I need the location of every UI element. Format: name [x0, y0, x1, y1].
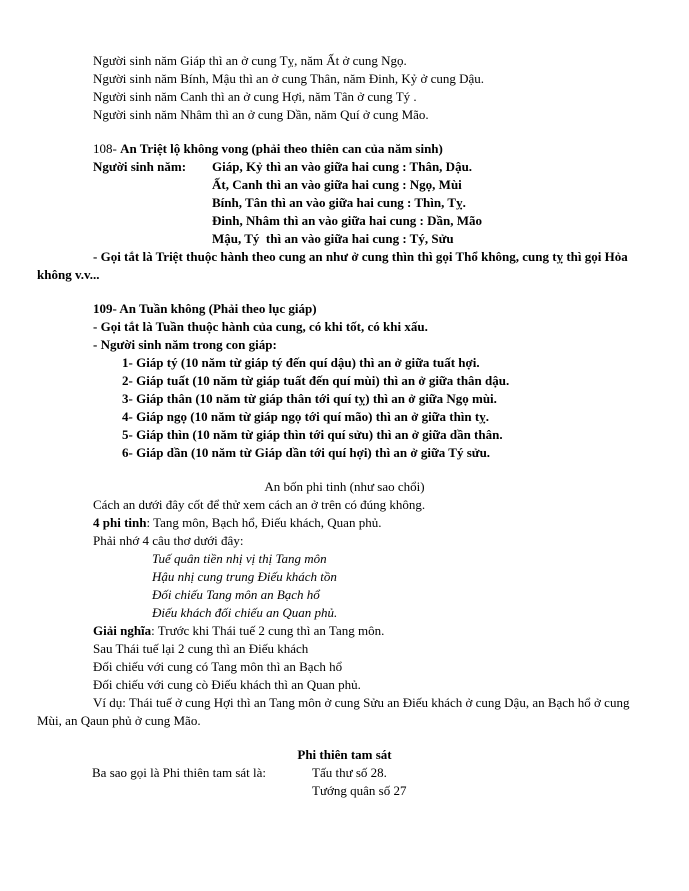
rule-value-1: Giáp, Kỷ thì an vào giữa hai cung : Thân, Dậu.: [212, 159, 473, 174]
intro-line-4: Người sinh năm Nhâm thì an ở cung Dần, năm Quí ở cung Mão.: [93, 107, 429, 122]
phitinh-stars: [37, 514, 652, 532]
explain-line-2: Sau Thái tuế lại 2 cung thì an Điếu khách: [93, 641, 309, 656]
section-109-note-2: - Người sinh năm trong con giáp:: [93, 337, 277, 352]
rule-row-2: Ất, Canh thì an vào giữa hai cung : Ngọ, Mùi: [212, 177, 462, 192]
section-108-heading: [37, 140, 652, 158]
intro-line-3: Người sinh năm Canh thì an ở cung Hợi, năm Tân ở cung Tý .: [93, 89, 417, 104]
rule-row-label: Người sinh năm:: [93, 159, 187, 174]
intro-line-2: Người sinh năm Bính, Mậu thì an ở cung Thân, năm Đinh, Kỷ ở cung Dậu.: [93, 71, 485, 86]
giap-item-2: 2- Giáp tuất (10 năm từ giáp tuất đến quí mùi) thì an ở giữa thân dậu.: [122, 373, 510, 388]
spacer: [37, 462, 652, 478]
phithien-row-label: Ba sao gọi là Phi thiên tam sát là:: [92, 765, 267, 780]
explain-line-4: Đối chiếu với cung cò Điếu khách thì an Quan phủ.: [93, 677, 361, 692]
phithien-row: [92, 764, 652, 782]
phitinh-example: Ví dụ: Thái tuế ở cung Hợi thì an Tang môn ở cung Sửu an Điếu khách ở cung Dậu, an Bạch hổ ở cung Mùi, an Qaun phủ ở cung Mão.: [37, 695, 630, 728]
giap-item-1: 1- Giáp tý (10 năm từ giáp tý đến quí dậu) thì an ở giữa tuất hợi.: [122, 355, 480, 370]
spacer: [37, 284, 652, 300]
rule-row-3: Bính, Tân thì an vào giữa hai cung : Thìn, Tỵ.: [212, 195, 466, 210]
section-109-note-1: - Gọi tắt là Tuần thuộc hành của cung, có khi tốt, có khi xấu.: [93, 319, 428, 334]
giap-item-6: 6- Giáp dần (10 năm từ Giáp dần tới quí hợi) thì an ở giữa Tý sửu.: [122, 445, 491, 460]
section-108-note: - Gọi tắt là Triệt thuộc hành theo cung an như ở cung thìn thì gọi Thổ không, cung tỵ thì gọi Hỏa không v.v...: [37, 249, 628, 282]
poem-line-2: Hậu nhị cung trung Điếu khách tồn: [152, 569, 337, 584]
section-108-number: 108-: [93, 141, 121, 156]
section-109-heading: 109- An Tuần không (Phải theo lục giáp): [93, 301, 317, 316]
phitinh-stars-rest: : Tang môn, Bạch hổ, Điếu khách, Quan phủ.: [146, 515, 382, 530]
giap-item-5: 5- Giáp thìn (10 năm từ giáp thìn tới quí sửu) thì an ở giữa dần thân.: [122, 427, 503, 442]
intro-line-1: Người sinh năm Giáp thì an ở cung Tỵ, năm Ất ở cung Ngọ.: [93, 53, 407, 68]
phitinh-reminder: Phải nhớ 4 câu thơ dưới đây:: [93, 533, 244, 548]
section-108-title: An Triệt lộ không vong (phải theo thiên can của năm sinh): [120, 141, 443, 156]
phitinh-heading: An bốn phi tinh (như sao chổi): [264, 479, 425, 494]
rule-row-4: Đinh, Nhâm thì an vào giữa hai cung : Dần, Mão: [212, 213, 483, 228]
giap-item-3: 3- Giáp thân (10 năm từ giáp thân tới quí tỵ) thì an ở giữa Ngọ mùi.: [122, 391, 497, 406]
phithien-item-1: Tấu thư số 28.: [312, 765, 387, 780]
poem-line-3: Đối chiếu Tang môn an Bạch hổ: [152, 587, 320, 602]
poem-line-1: Tuế quân tiền nhị vị thị Tang môn: [152, 551, 327, 566]
giap-item-4: 4- Giáp ngọ (10 năm từ giáp ngọ tới quí mão) thì an ở giữa thìn tỵ.: [122, 409, 489, 424]
spacer: [37, 730, 652, 746]
phithien-heading: Phi thiên tam sát: [297, 747, 392, 762]
poem-line-4: Điếu khách đối chiếu an Quan phủ.: [152, 605, 338, 620]
rule-row-5: Mậu, Tý thì an vào giữa hai cung : Tý, Sửu: [212, 231, 454, 246]
explain-rest: : Trước khi Thái tuế 2 cung thì an Tang môn.: [151, 623, 385, 638]
explain-label: Giải nghĩa: [93, 623, 152, 638]
phitinh-stars-label: 4 phi tinh: [93, 515, 147, 530]
phitinh-intro: Cách an dưới đây cốt để thử xem cách an ở trên có đúng không.: [93, 497, 426, 512]
spacer: [37, 124, 652, 140]
explain-line-3: Đối chiếu với cung có Tang môn thì an Bạch hổ: [93, 659, 343, 674]
rule-row-1: [93, 158, 652, 176]
phithien-item-2: Tướng quân số 27: [312, 783, 407, 798]
explain-line-1: [37, 622, 652, 640]
